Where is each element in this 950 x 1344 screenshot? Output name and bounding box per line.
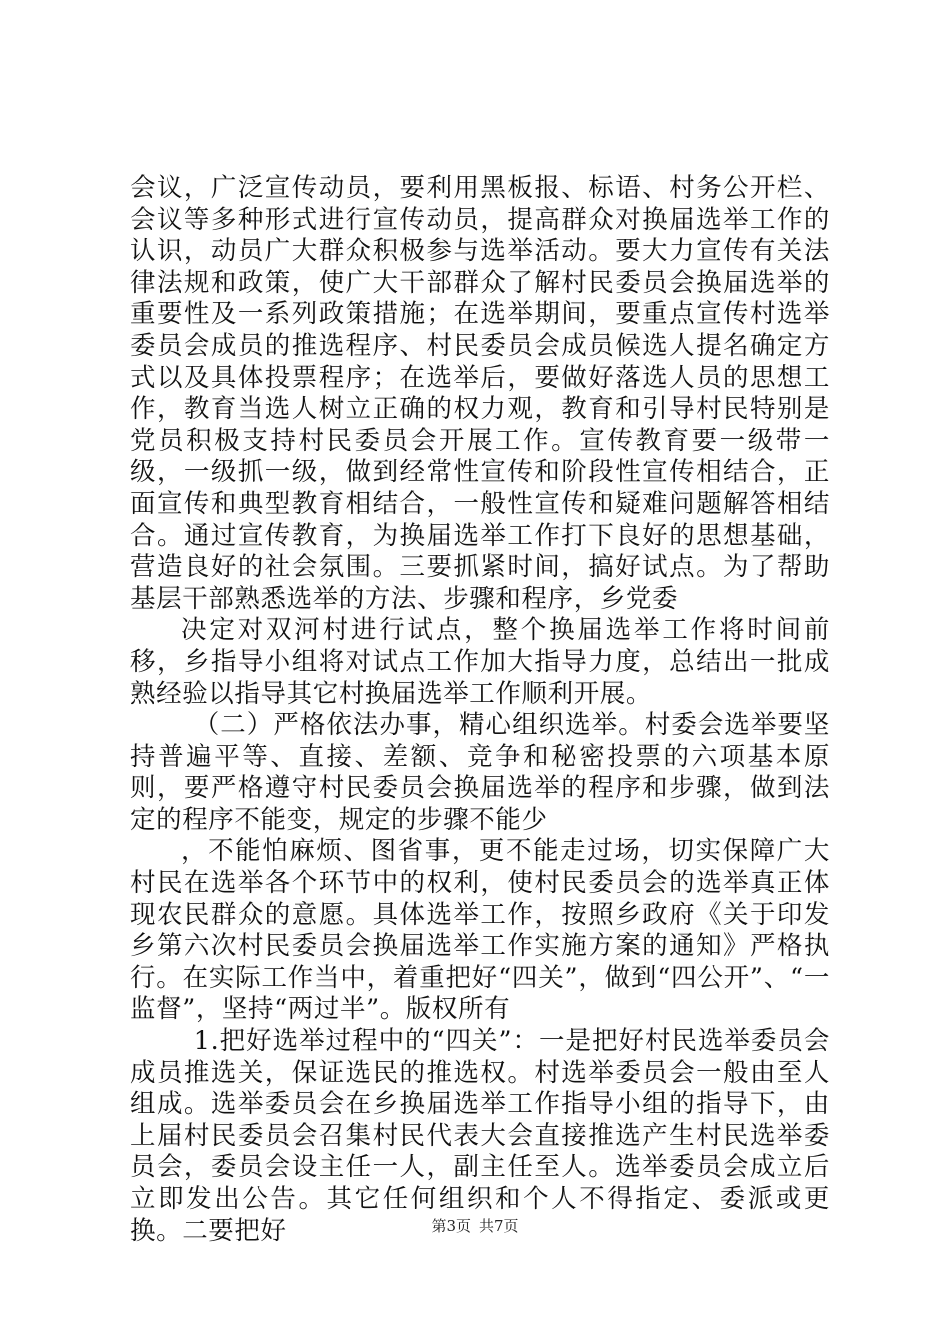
paragraph-rights: ，不能怕麻烦、图省事，更不能走过场，切实保障广大村民在选举各个环节中的权利，使村民委员会的选举真正体现农民群众的意愿。具体选举工作，按照乡政府《关于印发乡第六次村民委员会换届选举工作实施方案的通知》严格执行。在实际工作当中，着重把好“四关”，做到“四公开”、“一监督”，坚持“两过半”。版权所有 bbox=[130, 836, 830, 1025]
page-number: 第3页 bbox=[431, 1217, 471, 1235]
paragraph-publicity: 会议，广泛宣传动员，要利用黑板报、标语、村务公开栏、会议等多种形式进行宣传动员，提高群众对换届选举工作的认识，动员广大群众积极参与选举活动。要大力宣传有关法律法规和政策，使广大干部群众了解村民委员会换届选举的重要性及一系列政策措施；在选举期间，要重点宣传村选举委员会成员的推选程序、村民委员会成员候选人提名确定方式以及具体投票程序；在选举后，要做好落选人员的思想工作，教育当选人树立正确的权力观，教育和引导村民特别是党员积极支持村民委员会开展工作。宣传教育要一级带一级，一级抓一级，做到经常性宣传和阶段性宣传相结合，正面宣传和典型教育相结合，一般性宣传和疑难问题解答相结合。通过宣传教育，为换届选举工作打下良好的思想基础，营造良好的社会氛围。三要抓紧时间，搞好试点。为了帮助基层干部熟悉选举的方法、步骤和程序，乡党委 bbox=[130, 173, 830, 614]
paragraph-section-two: （二）严格依法办事，精心组织选举。村委会选举要坚持普遍平等、直接、差额、竞争和秘密投票的六项基本原则，要严格遵守村民委员会换届选举的程序和步骤，做到法定的程序不能变，规定的步骤不能少 bbox=[130, 710, 830, 835]
document-body bbox=[130, 173, 830, 1247]
paragraph-four-checks: 1.把好选举过程中的“四关”：一是把好村民选举委员会成员推选关，保证选民的推选权。村选举委员会一般由至人组成。选举委员会在乡换届选举工作指导小组的指导下，由上届村民委员会召集村民代表大会直接推选产生村民选举委员会，委员会设主任一人，副主任至人。选举委员会成立后立即发出公告。其它任何组织和个人不得指定、委派或更换。二要把好 bbox=[130, 1026, 830, 1246]
page-total: 共7页 bbox=[479, 1217, 519, 1235]
page-footer bbox=[0, 1216, 950, 1236]
paragraph-pilot: 决定对双河村进行试点，整个换届选举工作将时间前移，乡指导小组将对试点工作加大指导力度，总结出一批成熟经验以指导其它村换届选举工作顺利开展。 bbox=[130, 615, 830, 709]
